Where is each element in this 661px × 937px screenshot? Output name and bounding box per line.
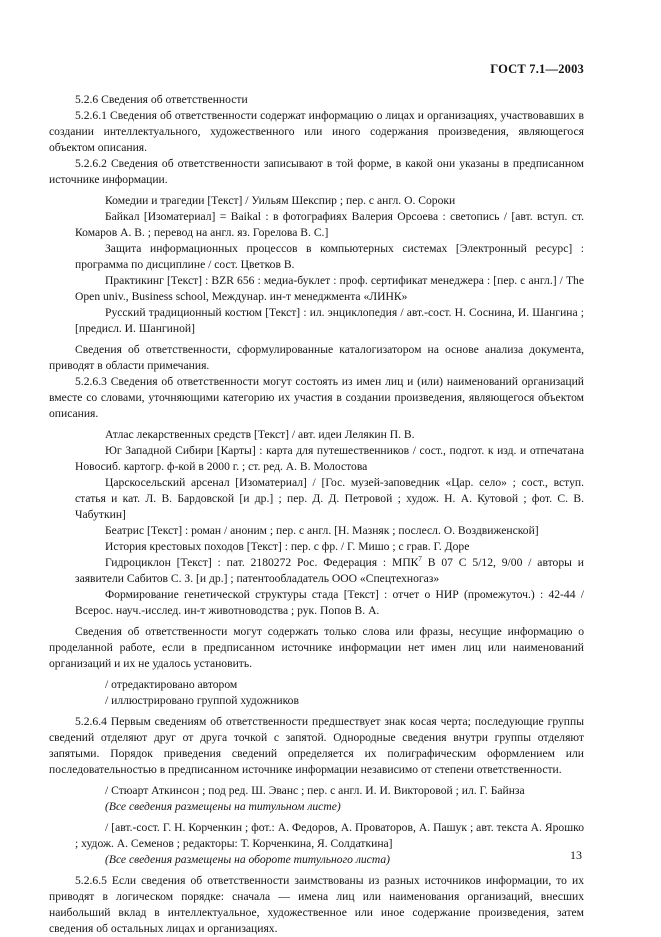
example-entry: / [авт.-сост. Г. Н. Корченкин ; фот.: А. Федоров, А. Проваторов, А. Пашук ; авт. текста А. Ярошко ; худож. А. Семенов ; редакторы: Т. Корченкина, Я. Солдаткина]: [75, 821, 584, 850]
example-entry: / иллюстрировано группой художников: [105, 694, 299, 707]
example-entry: Царскосельский арсенал [Изоматериал] / [Гос. музей-заповедник «Цар. село» ; сост., вступ. статья и кат. Л. В. Бардовской [и др.] ; пер. Д. Д. Петровой ; худож. Н. А. Кутовой ; фот. С. В. Чабуткин]: [75, 476, 584, 521]
example-entry-patent: [75, 555, 584, 587]
example-entry: / отредактировано автором: [105, 678, 238, 691]
section-heading-5-2-6: 5.2.6 Сведения об ответственности: [75, 93, 248, 106]
example-entry: / Стюарт Аткинсон ; под ред. Ш. Эванс ; пер. с англ. И. И. Викторовой ; ил. Г. Байнза: [105, 784, 525, 797]
example-entry: Русский традиционный костюм [Текст] : ил. энциклопедия / авт.-сост. Н. Соснина, И. Шангина ; [предисл. И. Шангиной]: [75, 306, 584, 335]
short-examples: [49, 677, 584, 709]
patent-ipc-edition: 7: [418, 555, 422, 564]
example-entry: Защита информационных процессов в компьютерных системах [Электронный ресурс] : программа по дисциплине / сост. Цветков В.: [75, 242, 584, 271]
example-entry: Байкал [Изоматериал] = Baikal : в фотографиях Валерия Орсоева : светопись / [авт. вступ. ст. Комаров А. В. ; перевод на англ. яз. Горелова В. С.]: [75, 210, 584, 239]
page-number: 13: [570, 848, 582, 862]
examples-5-2-6-3: [49, 427, 584, 619]
example-entry: История крестовых походов [Текст] : пер. с фр. / Г. Мишо ; с грав. Г. Доре: [105, 540, 470, 553]
example-entry: Юг Западной Сибири [Карты] : карта для путешественников / сост., подгот. к изд. и отпечатана Новосиб. картогр. ф-кой в 2000 г. ; ст. ред. А. В. Молостова: [75, 444, 584, 473]
example-entry: Беатрис [Текст] : роман / аноним ; пер. с англ. [Н. Мазняк ; послесл. О. Воздвиженской]: [105, 524, 539, 537]
examples-5-2-6-4-a: [49, 783, 584, 815]
paragraph-5-2-6-2: 5.2.6.2 Сведения об ответственности записывают в той форме, в какой они указаны в предписанном источнике информации.: [49, 157, 584, 186]
example-entry: Атлас лекарственных средств [Текст] / авт. идеи Лелякин П. В.: [105, 428, 415, 441]
paragraph-5-2-6-2-note: Сведения об ответственности, сформулированные каталогизатором на основе анализа документа, приводят в области примечания.: [49, 343, 584, 372]
paragraph-5-2-6-1: 5.2.6.1 Сведения об ответственности содержат информацию о лицах и организациях, участвовавших в создании интеллектуального, художественного или иного содержания произведения, являющегося объектом описания.: [49, 109, 584, 154]
patent-text-start: Гидроциклон [Текст] : пат. 2180272 Рос. Федерация : МПК: [105, 556, 419, 569]
paragraph-5-2-6-3-note: Сведения об ответственности могут содержать только слова или фразы, несущие информацию о проделанной работе, если в предписанном источнике информации нет имен лиц или наименований организаций и их не удалось установить.: [49, 625, 584, 670]
example-entry: Формирование генетической структуры стада [Текст] : отчет о НИР (промежуточ.) : 42-44 / Всерос. науч.-исслед. ин-т животноводства ; рук. Попов В. А.: [75, 588, 584, 617]
paragraph-5-2-6-3: 5.2.6.3 Сведения об ответственности могут состоять из имен лиц и (или) наименований организаций вместе со словами, уточняющими категорию их участия в создании произведения, являющегося объектом описания.: [49, 375, 584, 420]
example-note: (Все сведения размещены на титульном листе): [105, 800, 341, 813]
examples-5-2-6-2: [49, 193, 584, 337]
example-note: (Все сведения размещены на обороте титульного листа): [105, 853, 390, 866]
example-entry: Комедии и трагедии [Текст] / Уильям Шекспир ; пер. с англ. О. Сороки: [105, 194, 456, 207]
paragraph-5-2-6-4: 5.2.6.4 Первым сведениям об ответственности предшествует знак косая черта; последующие группы сведений отделяют друг от друга точкой с запятой. Однородные сведения внутри группы отделяют запятыми. Порядок приведения сведений определяется их полиграфическим оформлением или последовательностью в предписанном источнике информации независимо от степени ответственности.: [49, 715, 584, 776]
paragraph-5-2-6-5: 5.2.6.5 Если сведения об ответственности заимствованы из разных источников информации, то их приводят в логическом порядке: сначала — имена лиц или наименования организаций, внесших наибольший вклад в интеллектуальное, художественное или иное содержание произведения, затем сведения об остальных лицах и организациях.: [49, 874, 584, 935]
patent-text-end: В 07 С 5/12, 9/00 / авторы и заявители Сабитов С. З. [и др.] ; патентообладатель ООО «Спецтехногаз»: [75, 556, 584, 585]
document-body: [49, 92, 584, 937]
document-code-header: ГОСТ 7.1—2003: [490, 62, 584, 76]
examples-5-2-6-4-b: [49, 820, 584, 868]
example-entry: Практикинг [Текст] : BZR 656 : медиа-буклет : проф. сертификат менеджера : [пер. с англ.] / The Open univ., Business school, Междунар. ин-т менеджмента «ЛИНК»: [75, 274, 584, 303]
